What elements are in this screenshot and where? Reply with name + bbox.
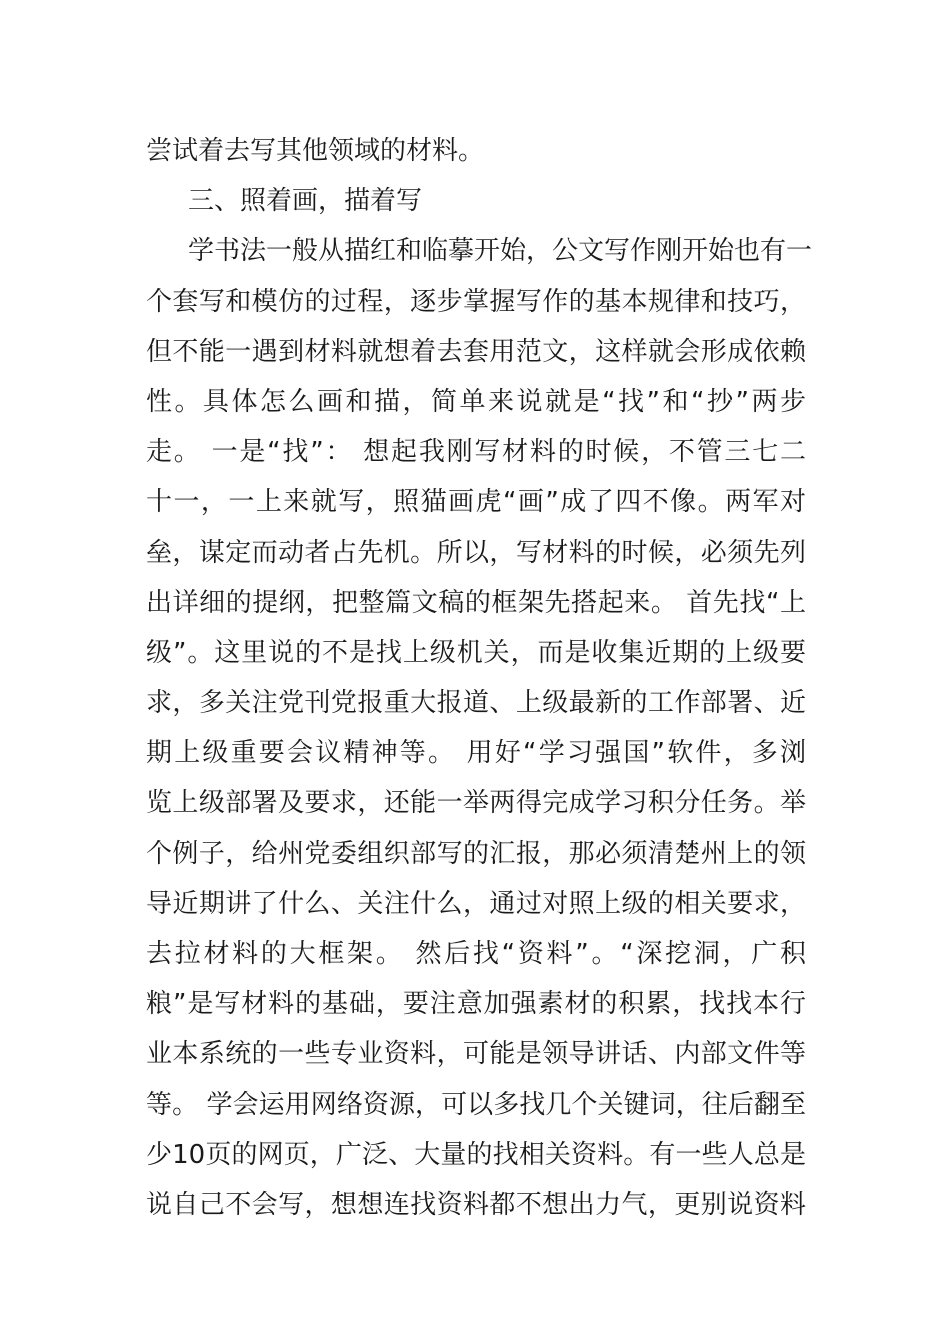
text-line-7: 走。 一是“找”： 想起我刚写材料的时候，不管三七二 — [146, 437, 806, 468]
section-heading: 三、照着画，描着写 — [188, 186, 423, 217]
text-line-9: 垒，谋定而动者占先机。所以，写材料的时候，必须先列 — [146, 537, 806, 568]
text-line-11: 级”。这里说的不是找上级机关，而是收集近期的上级要 — [146, 637, 806, 668]
text-line-21: 少10页的网页，广泛、大量的找相关资料。有一些人总是 — [146, 1139, 806, 1170]
text-line-14: 览上级部署及要求，还能一举两得完成学习积分任务。举 — [146, 788, 806, 819]
text-line-12: 求，多关注党刊党报重大报道、上级最新的工作部署、近 — [146, 688, 806, 719]
text-line-8: 十一，一上来就写，照猫画虎“画”成了四不像。两军对 — [146, 487, 806, 518]
text-line-10: 出详细的提纲，把整篇文稿的框架先搭起来。 首先找“上 — [146, 587, 806, 618]
text-line-22: 说自己不会写，想想连找资料都不想出力气，更别说资料 — [146, 1189, 806, 1220]
text-line-16: 导近期讲了什么、关注什么，通过对照上级的相关要求， — [146, 888, 806, 919]
text-line-4: 个套写和模仿的过程，逐步掌握写作的基本规律和技巧， — [146, 286, 806, 317]
text-line-3: 学书法一般从描红和临摹开始，公文写作刚开始也有一 — [188, 236, 813, 267]
text-line-19: 业本系统的一些专业资料，可能是领导讲话、内部文件等 — [146, 1039, 806, 1070]
text-line-6: 性。具体怎么画和描，简单来说就是“找”和“抄”两步 — [146, 386, 806, 417]
text-line-18: 粮”是写材料的基础，要注意加强素材的积累，找找本行 — [146, 989, 806, 1020]
text-line-17: 去拉材料的大框架。 然后找“资料”。“深挖洞，广积 — [146, 939, 806, 969]
text-line-13: 期上级重要会议精神等。 用好“学习强国”软件，多浏 — [146, 738, 806, 769]
text-line-20: 等。 学会运用网络资源，可以多找几个关键词，往后翻至 — [146, 1089, 806, 1120]
text-line-15: 个例子，给州党委组织部写的汇报，那必须清楚州上的领 — [146, 838, 806, 869]
body-text — [146, 126, 813, 1230]
text-line-1: 尝试着去写其他领域的材料。 — [146, 136, 485, 166]
text-line-5: 但不能一遇到材料就想着去套用范文，这样就会形成依赖 — [146, 336, 806, 367]
